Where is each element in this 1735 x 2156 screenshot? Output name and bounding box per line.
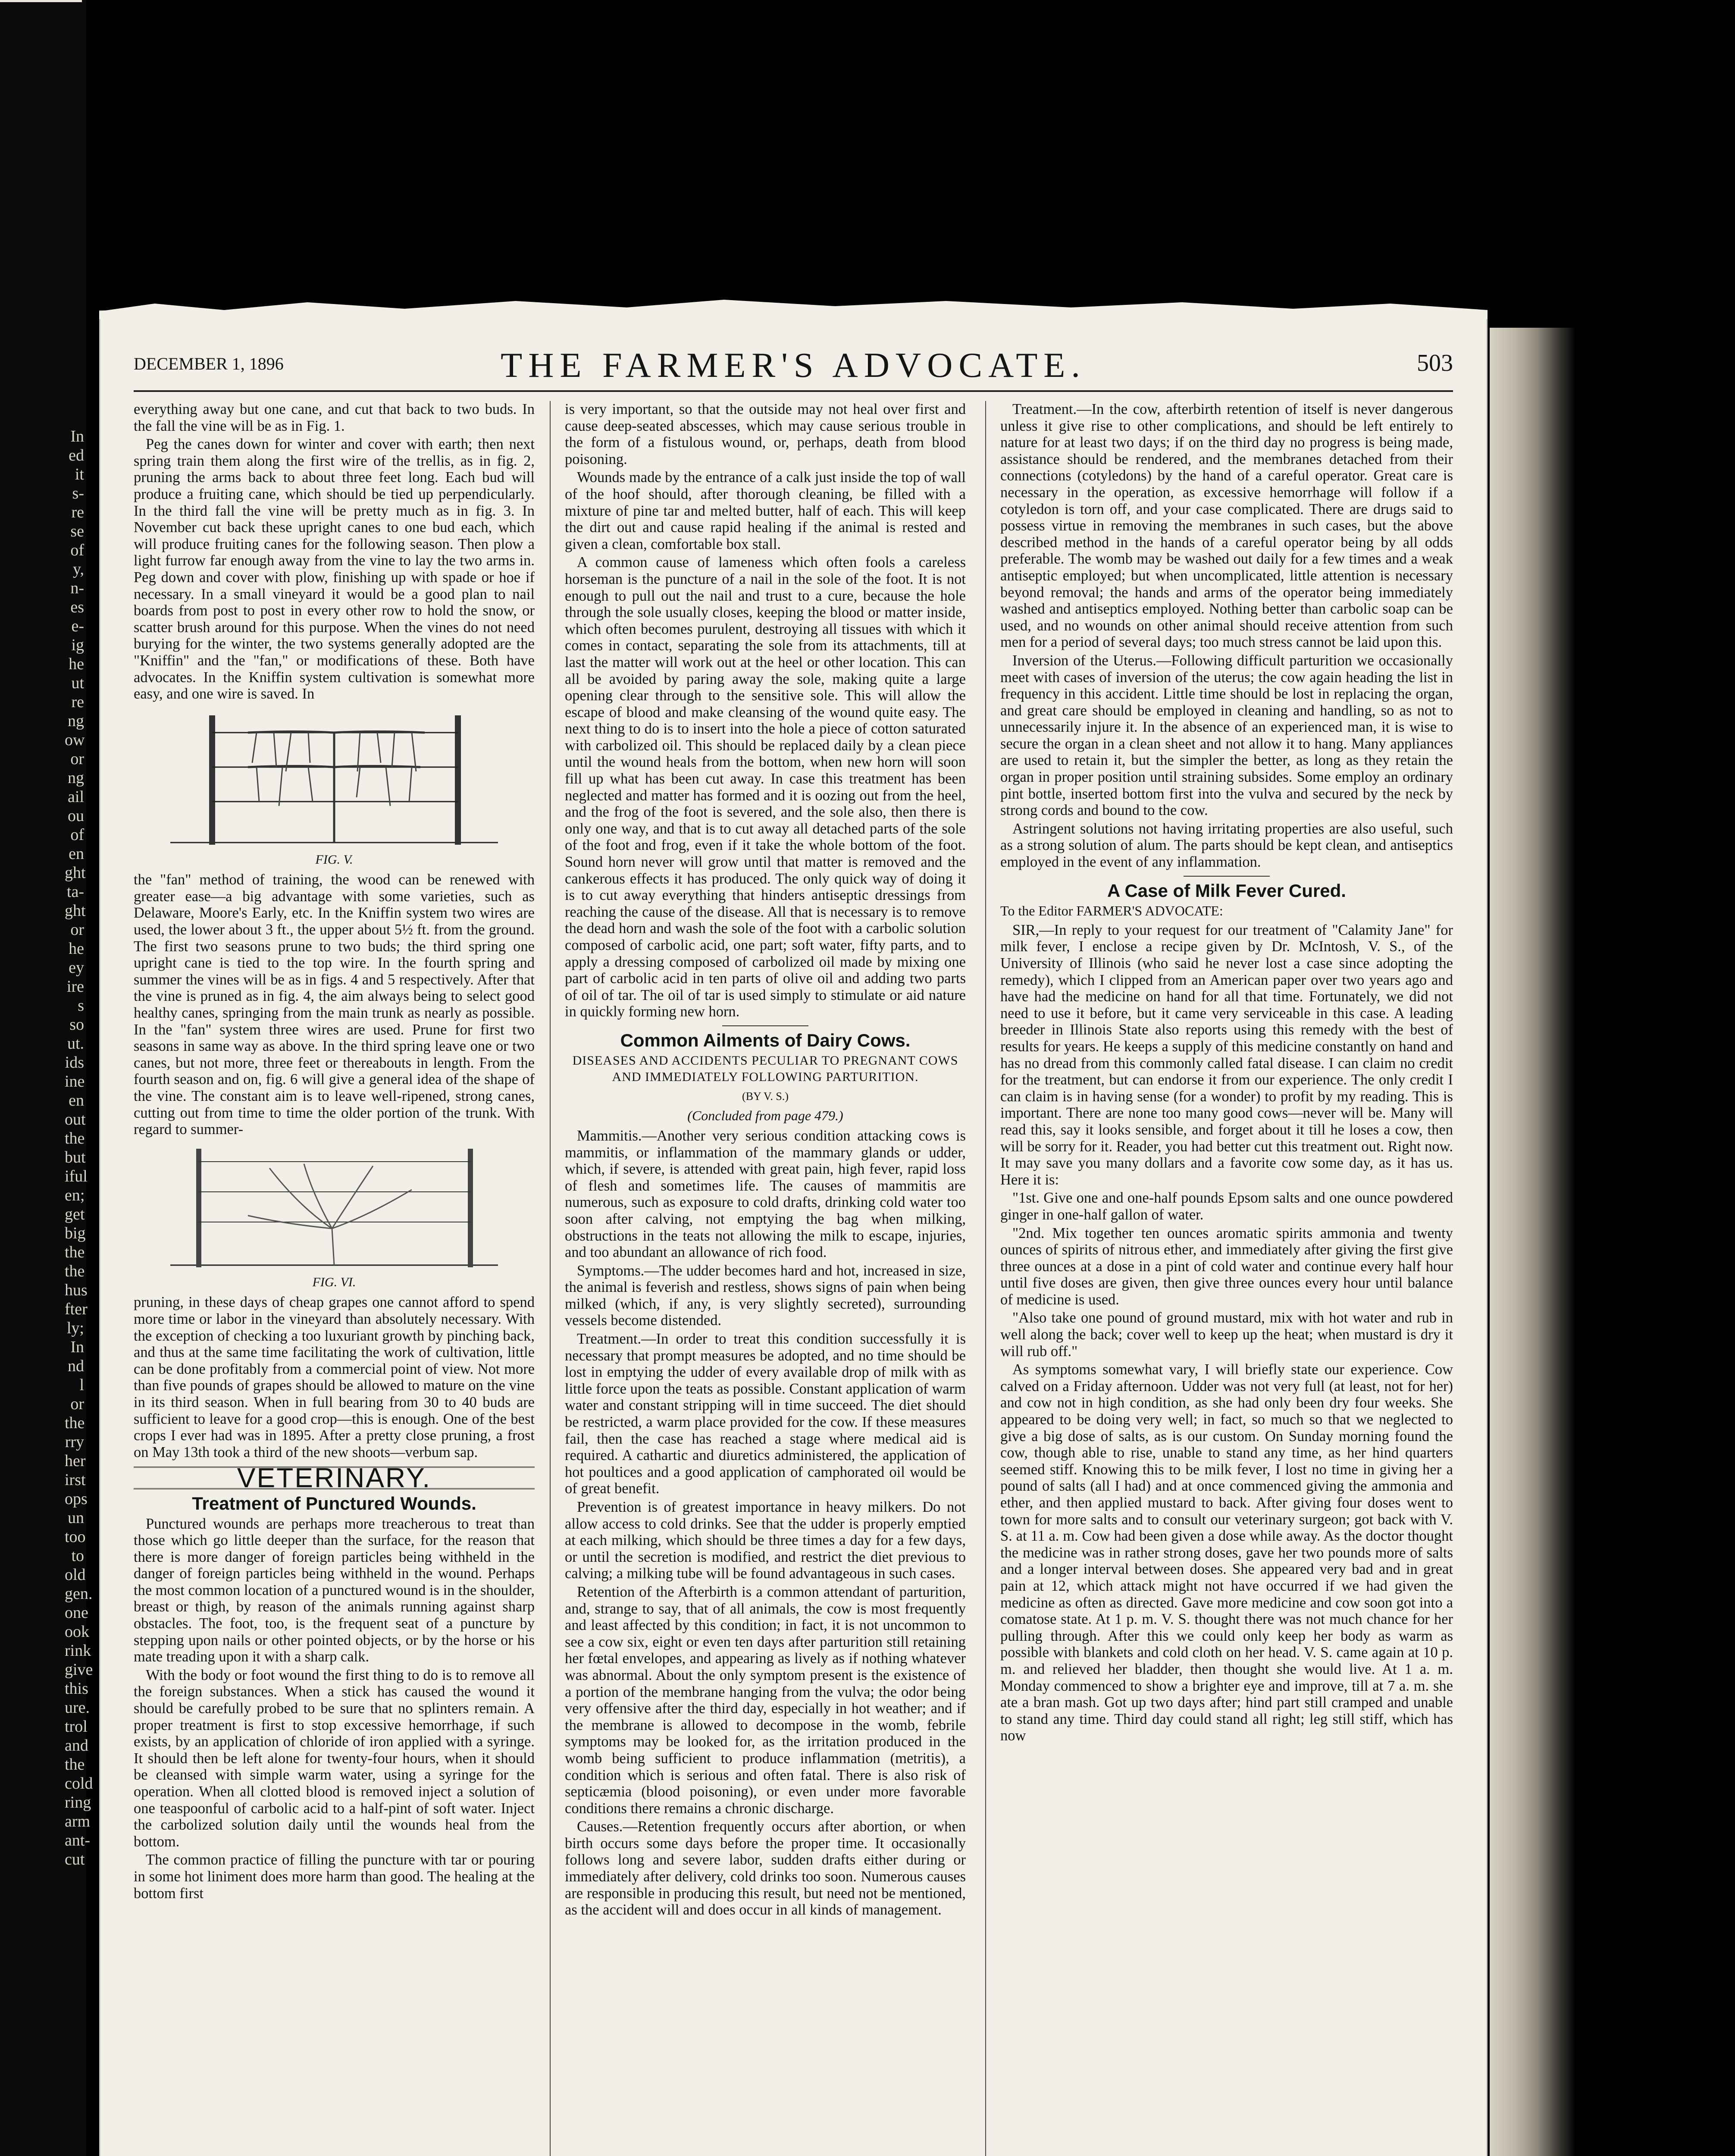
adjacent-page-word: re bbox=[71, 693, 84, 711]
paragraph: pruning, in these days of cheap grapes one cannot afford to spend more time or labor in the vineyard than absolutely necessary. With the exception of checking a too luxuriant growth by pinching back, and thus at the same time facilitating the work of cultivation, little can be done profitably from a commercial point of view. Not more than five pounds of grapes should be allowed to mature on the vine in its third season. When in full bearing from 30 to 40 buds are sufficient to leave for a good crop—this is enough. One of the best crops I ever had was in 1895. After a pretty close pruning, a frost on May 13th took a third of the new shoots—verbum sap. bbox=[134, 1294, 535, 1460]
adjacent-page-word: but bbox=[65, 1148, 86, 1166]
divider bbox=[722, 1025, 808, 1026]
column-2 bbox=[565, 401, 966, 1920]
adjacent-page-word: get bbox=[65, 1205, 85, 1223]
paragraph: "2nd. Mix together ten ounces aromatic spirits ammonia and twenty ounces of spirits of nitrous ether, and immediately after giving the first give three ounces at a dose in a pint of cold water and continue every half hour until five doses are given, then give three ounces every hour until balance of medicine is used. bbox=[1000, 1225, 1453, 1308]
adjacent-page-word: In bbox=[70, 427, 84, 445]
paragraph: Inversion of the Uterus.—Following difficult parturition we occasionally meet with cases of inversion of the uterus; the cow again heading the list in frequency in this accident. Little time should be lost in replacing the organ, and great care should be employed in cleaning and handling, so as not to unnecessarily injure it. In the absence of an experienced man, it is wise to secure the organ in a clean sheet and not allow it to hang. Many appliances are used to retain it, but the simpler the better, as long as they retain the organ in proper position until straining subsides. Some employ an ordinary pint bottle, inserted bottom first into the vulva and secured by the neck by strong cords and bound to the cow. bbox=[1000, 652, 1453, 819]
trellis-figure-6 bbox=[170, 1142, 498, 1272]
adjacent-page-word: en; bbox=[65, 1186, 85, 1204]
adjacent-page-word: gen. bbox=[65, 1585, 93, 1603]
adjacent-page-word: ut bbox=[71, 674, 84, 692]
page-number: 503 bbox=[1417, 350, 1453, 376]
adjacent-page-word: hus bbox=[65, 1281, 88, 1299]
paragraph: Treatment.—In order to treat this condition successfully it is necessary that prompt measures be adopted, and no time should be lost in emptying the udder of every available drop of milk with as little force upon the teats as possible. Constant application of warm water and constant stripping will in time succeed. The diet should be restricted, a warm place provided for the cow. If these measures fail, then the case has reached a stage where medical aid is required. A cathartic and diuretics administered, the application of hot poultices and a good application of camphorated oil would be of great benefit. bbox=[565, 1331, 966, 1497]
adjacent-page-word: one bbox=[65, 1604, 88, 1622]
adjacent-page-word: un bbox=[68, 1509, 84, 1527]
paragraph: Causes.—Retention frequently occurs after abortion, or when birth occurs some days before the proper time. It occasionally follows long and severe labor, sudden drafts either during or immediately after delivery, cold drinks too soon. Numerous causes are responsible in producing this result, but need not be mentioned, as the accident will and does occur in all kinds of management. bbox=[565, 1818, 966, 1918]
header-rule bbox=[134, 390, 1453, 392]
adjacent-page-word: too bbox=[65, 1528, 86, 1546]
article-subtitle: DISEASES AND ACCIDENTS PECULIAR TO PREGNANT COWS AND IMMEDIATELY FOLLOWING PARTURITION. bbox=[572, 1053, 958, 1084]
adjacent-page-word: ta- bbox=[66, 883, 84, 901]
adjacent-page-word: fter bbox=[65, 1300, 88, 1318]
paragraph: Prevention is of greatest importance in heavy milkers. Do not allow access to cold drinks. See that the udder is properly emptied at each milking, which should be three times a day for a few days, or until the secretion is modified, and restrict the diet previous to calving; a milking tube will be found advantageous in such cases. bbox=[565, 1499, 966, 1582]
adjacent-page-word: ou bbox=[68, 807, 84, 825]
adjacent-page-word: es bbox=[70, 598, 84, 616]
adjacent-page-word: en bbox=[69, 1091, 84, 1109]
column-divider bbox=[550, 401, 551, 2156]
adjacent-page-word: In bbox=[70, 1338, 84, 1356]
newspaper-page bbox=[99, 310, 1488, 2156]
adjacent-page-word: give bbox=[65, 1661, 93, 1679]
adjacent-page-word: ail bbox=[68, 788, 84, 806]
paragraph: SIR,—In reply to your request for our treatment of "Calamity Jane" for milk fever, I enclose a recipe given by Dr. McIntosh, V. S., of the University of Illinois (who said he never lost a case since adopting the remedy), which I clipped from an American paper over two years ago and have had the medicine on hand for all that time. Fortunately, we did not need to use it before, but it came very serviceable in this case. A leading breeder in Illinois State also reports using this remedy with the best of results for years. He keeps a supply of this medicine constantly on hand and has no dread from this commonly called fatal disease. I can claim no credit for the treatment, but can endorse it from our experience. The only credit I can claim is in having sense (for a wonder) to profit by my reading. This is important. There are none too many good cows—never will be. Many will read this, say it looks sensible, and forget about it till he loses a cow, then will be sorry for it. Reader, you had better cut this treatment out. Right now. It may save you many dollars and a favorite cow some day, as it has us. Here it is: bbox=[1000, 921, 1453, 1188]
column-1 bbox=[134, 401, 535, 1903]
adjacent-page-word: and bbox=[65, 1736, 88, 1755]
paragraph: Retention of the Afterbirth is a common attendant of parturition, and, strange to say, that of all animals, the cow is most frequently and least affected by this condition; in fact, it is not uncommon to see a cow six, eight or even ten days after parturition still retaining her fœtal envelopes, and appearing as lively as if nothing whatever was abnormal. About the only symptom present is the existence of a portion of the membrane hanging from the vulva; the odor being very offensive after the third day, especially in hot weather; and if the membrane is allowed to decompose in the womb, febrile symptoms may be looked for, as the irritation produced in the womb being sufficient to produce inflammation (metritis), a condition which is serious and often fatal. There is also risk of septicæmia (blood poisoning), or even under more favorable conditions there remains a chronic discharge. bbox=[565, 1583, 966, 1817]
adjacent-page-word: ly; bbox=[66, 1319, 84, 1337]
adjacent-page-word: arm bbox=[65, 1812, 91, 1830]
byline: (BY V. S.) bbox=[742, 1090, 789, 1103]
article-title: Treatment of Punctured Wounds. bbox=[192, 1493, 476, 1514]
adjacent-page-word: irst bbox=[65, 1471, 86, 1489]
paragraph: Wounds made by the entrance of a calk just inside the top of wall of the hoof should, after thorough cleaning, be filled with a mixture of pine tar and melted butter, half of each. This will keep the dirt out and cause rapid healing if the animal is rested and given a clean, comfortable box stall. bbox=[565, 469, 966, 552]
page-header bbox=[134, 336, 1453, 388]
adjacent-page-word: ng bbox=[68, 769, 84, 787]
paragraph: Treatment.—In the cow, afterbirth retention of itself is never dangerous unless it give rise to other complications, and should be left entirely to nature for at least two days; if on the third day no progress is being made, assistance should be rendered, and the membranes detached from their connections (cotyledons) by the hand of a careful operator. Great care is necessary in the operation, as excessive hemorrhage will follow if a cotyledon is torn off, and your case complicated. There are drugs said to possess virtue in removing the membranes in such cases, but the above described method in the hands of a careful operator being by all odds preferable. The womb may be washed out daily for a few times and a weak antiseptic employed; but when uncomplicated, little attention is necessary beyond removal; the hands and arms of the operator being immediately washed and antiseptics employed. Nothing better than carbolic soap can be used, and no wounds on other animal should receive attention from such men for a period of several days; too much stress cannot be laid upon this. bbox=[1000, 401, 1453, 651]
adjacent-page-word: iful bbox=[65, 1167, 88, 1185]
adjacent-page-word: the bbox=[65, 1755, 85, 1774]
paragraph: the "fan" method of training, the wood can be renewed with greater ease—a big advantage with some varieties, such as Delaware, Moore's Early, etc. In the Kniffin system two wires are used, the lower about 3 ft., the upper about 5½ ft. from the ground. The first two seasons prune to two buds; the third spring one upright cane is tied to the top wire. In the fourth spring and summer the vines will be as in figs. 4 and 5 respectively. After that the vine is pruned as in fig. 4, the aim always being to select good healthy canes, springing from the main trunk as nearly as possible. In the "fan" system three wires are used. Prune for first two seasons in same way as above. In the third spring leave one or two canes, but not more, three feet or thereabouts in length. From the fourth season and on, fig. 6 will give a general idea of the shape of the vine. The constant aim is to leave well-ripened, strong canes, cutting out from time to time the older portion of the trunk. With regard to summer- bbox=[134, 871, 535, 1138]
adjacent-page-word: ure. bbox=[65, 1698, 90, 1717]
adjacent-page-word: big bbox=[65, 1224, 86, 1242]
adjacent-page-word: this bbox=[65, 1680, 88, 1698]
article-title: Common Ailments of Dairy Cows. bbox=[620, 1030, 911, 1050]
adjacent-page-word: of bbox=[70, 826, 84, 844]
adjacent-page-word: ire bbox=[66, 978, 84, 996]
adjacent-page-word: ght bbox=[65, 902, 86, 920]
adjacent-page-word: he bbox=[69, 940, 84, 958]
adjacent-page-word: ey bbox=[69, 959, 84, 977]
section-heading-veterinary: VETERINARY. bbox=[134, 1467, 535, 1489]
figure-caption: FIG. VI. bbox=[312, 1275, 356, 1289]
adjacent-page-word: of bbox=[70, 541, 84, 559]
book-spine bbox=[1490, 328, 1576, 2156]
adjacent-page-word: cut bbox=[65, 1850, 85, 1868]
adjacent-page-word: trol bbox=[65, 1717, 88, 1736]
column-divider bbox=[985, 401, 986, 2156]
adjacent-page-word: e- bbox=[71, 617, 84, 635]
adjacent-page-word: nd bbox=[68, 1357, 84, 1375]
adjacent-page-word: ng bbox=[68, 712, 84, 730]
adjacent-page-word: rink bbox=[65, 1642, 91, 1660]
adjacent-page-word: y, bbox=[72, 560, 84, 578]
column-3 bbox=[1000, 401, 1453, 1746]
issue-date: DECEMBER 1, 1896 bbox=[134, 354, 284, 373]
adjacent-page-word: ops bbox=[65, 1490, 88, 1508]
adjacent-page-word: ant- bbox=[65, 1831, 91, 1849]
paragraph: With the body or foot wound the first thing to do is to remove all the foreign substances. When a stick has caused the wound it should be carefully probed to be sure that no splinters remain. A proper treatment is first to stop excessive hemorrhage, if such exists, by an application of chloride of iron applied with a syringe. It should then be left alone for twenty-four hours, when it should be cleansed with simple warm water, using a syringe for the operation. When all clotted blood is removed inject a solution of one teaspoonful of carbolic acid to a half-pint of soft water. Inject the carbolized solution daily until the wounds heal from the bottom. bbox=[134, 1667, 535, 1850]
paragraph: Punctured wounds are perhaps more treacherous to treat than those which go little deeper than the surface, for the reason that there is more danger of foreign particles being withheld in the danger of foreign particles being withheld in the wound. Perhaps the most common location of a punctured wound is in the shoulder, breast or thigh, by reason of the animals running against sharp obstacles. The foot, too, is the frequent seat of a puncture by stepping upon nails or other pointed objects, or by the horse or his mate treading upon it with a sharp calk. bbox=[134, 1515, 535, 1665]
paragraph: The common practice of filling the puncture with tar or pouring in some hot liniment does more harm than good. The healing at the bottom first bbox=[134, 1852, 535, 1902]
adjacent-page-word: it bbox=[75, 465, 84, 483]
adjacent-page-word: se bbox=[70, 522, 84, 540]
adjacent-page-word: to bbox=[71, 1547, 84, 1565]
torn-edge bbox=[99, 293, 1488, 319]
adjacent-page-word: s- bbox=[72, 484, 84, 502]
adjacent-page-word: ring bbox=[65, 1793, 91, 1811]
adjacent-page-word: n- bbox=[70, 579, 84, 597]
adjacent-page-word: the bbox=[65, 1129, 85, 1147]
paragraph: is very important, so that the outside may not heal over first and cause deep-seated abscesses, which may cause serious trouble in the form of a fistulous wound, or, perhaps, death from blood poisoning. bbox=[565, 401, 966, 467]
article-title: A Case of Milk Fever Cured. bbox=[1107, 880, 1346, 901]
adjacent-page-word: or bbox=[70, 750, 84, 768]
adjacent-page-word: ids bbox=[65, 1053, 84, 1072]
adjacent-page-word: cold bbox=[65, 1774, 93, 1792]
adjacent-page-word: old bbox=[65, 1566, 86, 1584]
adjacent-page-word: he bbox=[69, 655, 84, 673]
adjacent-page-word: ig bbox=[71, 636, 84, 654]
paragraph: A common cause of lameness which often fools a careless horseman is the puncture of a nail in the sole of the foot. It is not enough to pull out the nail and trust to a cure, because the hole through the sole usually closes, keeping the blood or matter inside, which often becomes purulent, destroying all tissues with which it comes in contact, separating the sole from its attachments, till at last the matter will work out at the heel or other location. This can all be avoided by paring away the sole, making quite a large opening clear through to the sensitive sole. This will allow the escape of blood and make cleansing of the wound quite easy. The next thing to do is to insert into the hole a piece of cotton saturated with carbolized oil. This should be replaced daily by a clean piece until the wound heals from the bottom, when new horn will soon fill up what has been cut away. In case this treatment has been neglected and matter has formed and it is oozing out from the heel, and the frog of the foot is severed, and the sole also, then there is only one way, and that is to cut away all detached parts of the sole of the foot and frog, even if it take the whole bottom of the foot. Sound horn never will grow until that matter is removed and the cankerous effects it has produced. The only quick way of doing it is to cut away everything that hinders antiseptic dressings from reaching the cause of the disease. All that is necessary is to remove the dead horn and wash the sole of the foot with a carbolic solution composed of carbolic acid, one part; soft water, fifty parts, and to apply a dressing composed of carbolized oil made by mixing one part of carbolic acid in ten parts of olive oil and adding two parts of oil of tar. The oil of tar is used simply to stimulate or aid nature in quickly forming new horn. bbox=[565, 554, 966, 1020]
adjacent-page-word: the bbox=[65, 1243, 85, 1261]
paragraph: "1st. Give one and one-half pounds Epsom salts and one ounce powdered ginger in one-half gallon of water. bbox=[1000, 1190, 1453, 1223]
paragraph: "Also take one pound of ground mustard, mix with hot water and rub in well along the back; cover well to keep up the heat; when mustard is dry it will rub off." bbox=[1000, 1310, 1453, 1360]
adjacent-page-word: ook bbox=[65, 1623, 89, 1641]
masthead-title: THE FARMER'S ADVOCATE. bbox=[501, 345, 1086, 385]
trellis-figure-5 bbox=[170, 707, 498, 849]
adjacent-page-word: rry bbox=[65, 1433, 84, 1451]
adjacent-page-word: ut. bbox=[67, 1034, 84, 1053]
adjacent-page-fragments bbox=[65, 427, 93, 1869]
adjacent-page-word: ed bbox=[69, 446, 84, 464]
divider bbox=[1184, 876, 1270, 877]
paragraph: Peg the canes down for winter and cover with earth; then next spring train them along the first wire of the trellis, as in fig. 2, pruning the arms back to about three feet long. Each bud will produce a fruiting cane, which should be tied up perpendicularly. In the third fall the vine will be pretty much as in fig. 3. In November cut back these upright canes to one bud each, which will produce fruiting canes for the following season. Then plow a light furrow far enough away from the vine to lay the two arms in. Peg down and cover with plow, finishing up with spade or hoe if necessary. In a small vineyard it would be a good plan to nail boards from post to post in every other row to hold the snow, or scatter brush around for this purpose. When the vines do not need burying for the winter, the two systems generally adopted are the "Kniffin" and the "fan," or modifications of these. Both have advocates. In the Kniffin system cultivation is somewhat more easy, and one wire is saved. In bbox=[134, 436, 535, 702]
adjacent-page-edge bbox=[0, 0, 93, 2156]
continuation-note: (Concluded from page 479.) bbox=[687, 1108, 843, 1124]
adjacent-page-word: re bbox=[71, 503, 84, 521]
adjacent-page-word: the bbox=[65, 1262, 85, 1280]
paragraph: Astringent solutions not having irritating properties are also useful, such as a strong solution of alum. The parts should be kept clean, and antiseptics employed in the event of any inflammation. bbox=[1000, 820, 1453, 871]
adjacent-page-word: or bbox=[70, 921, 84, 939]
paragraph: Mammitis.—Another very serious condition attacking cows is mammitis, or inflammation of the mammary glands or udder, which, if severe, is attended with great pain, high fever, rapid loss of flesh and sometimes life. The causes of mammitis are numerous, such as exposure to cold drafts, drinking cold water too soon after calving, not emptying the bag when milking, obstructions in the teats not allowing the milk to escape, injuries, and too abundant an allowance of rich food. bbox=[565, 1127, 966, 1261]
adjacent-page-word: l or bbox=[70, 1376, 84, 1413]
adjacent-page-word: the bbox=[65, 1414, 85, 1432]
figure-caption: FIG. V. bbox=[315, 852, 353, 867]
adjacent-page-word: ght bbox=[65, 864, 86, 882]
paragraph: everything away but one cane, and cut that back to two buds. In the fall the vine will be as in Fig. 1. bbox=[134, 401, 535, 434]
paragraph: As symptoms somewhat vary, I will briefly state our experience. Cow calved on a Friday afternoon. Udder was not very full (at least, not for her) and cow not in high condition, as she had only been dry four weeks. She appeared to be doing very well; in fact, so much so that we neglected to give a big dose of salts, as is our custom. On Sunday morning found the cow, though able to rise, unable to stand any time, as her hind quarters seemed stiff. Knowing this to be milk fever, I lost no time in giving her a pound of salts (all I had) and at once commenced giving the ammonia and ether, and then applied mustard to back. After giving four doses went to town for more salts and to consult our veterinary surgeon; got back with V. S. at 11 a. m. Cow had been given a dose while away. As the doctor thought the medicine was in rather strong doses, gave her two pounds more of salts and a longer interval between doses. She appeared very bad and in great pain at 12, which attack might not have occurred if we had given the medicine as often as directed. Gave more medicine and cow soon got into a comatose state. At 1 p. m. V. S. thought there was not much chance for her pulling through. After this we could only keep her body as warm as possible with blankets and cold cloth on her head. V. S. came again at 10 p. m. and relieved her bladder, then thought she would live. At 1 a. m. Monday commenced to show a brighter eye and improve, till at 7 a. m. she ate a bran mash. Got up two days after; hind part still cramped and unable to stand any time. Third day could stand all right; leg still stiff, which has now bbox=[1000, 1361, 1453, 1744]
adjacent-page-word: ine bbox=[65, 1072, 85, 1091]
adjacent-page-word: en bbox=[69, 845, 84, 863]
adjacent-page-word: s so bbox=[69, 997, 84, 1034]
adjacent-page-word: her bbox=[65, 1452, 86, 1470]
letter-salutation: To the Editor FARMER'S ADVOCATE: bbox=[1000, 903, 1223, 919]
adjacent-page-word: ow bbox=[65, 731, 85, 749]
adjacent-page-word: out bbox=[65, 1110, 86, 1128]
paragraph: Symptoms.—The udder becomes hard and hot, increased in size, the animal is feverish and restless, shows signs of pain when being milked (which, if any, is very slightly secreted), surrounding vessels become distended. bbox=[565, 1262, 966, 1329]
